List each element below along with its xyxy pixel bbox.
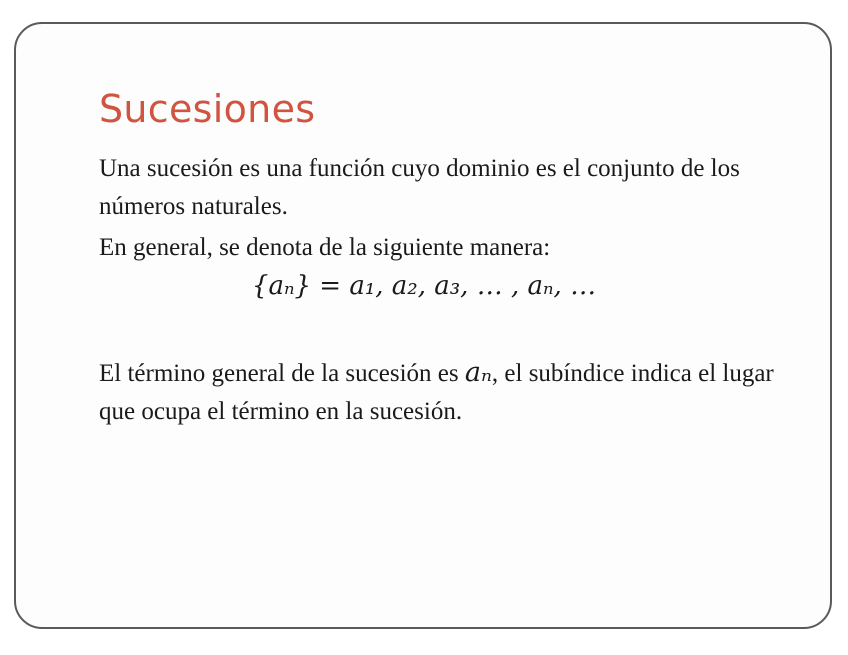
- general-term-text-after: , el subíndice indica el lugar que ocupa el término en la sucesión.: [99, 360, 774, 425]
- general-term-math: aₙ: [464, 357, 492, 388]
- slide-title: Sucesiones: [99, 87, 316, 131]
- definition-paragraph: Una sucesión es una función cuyo dominio es el conjunto de los números naturales.: [99, 155, 740, 220]
- general-term-paragraph: [99, 354, 799, 431]
- sequence-formula: {aₙ} = a₁, a₂, a₃, … , aₙ, …: [251, 271, 597, 301]
- general-term-text-before: El término general de la sucesión es: [99, 360, 465, 387]
- notation-intro-paragraph: En general, se denota de la siguiente manera:: [99, 234, 551, 261]
